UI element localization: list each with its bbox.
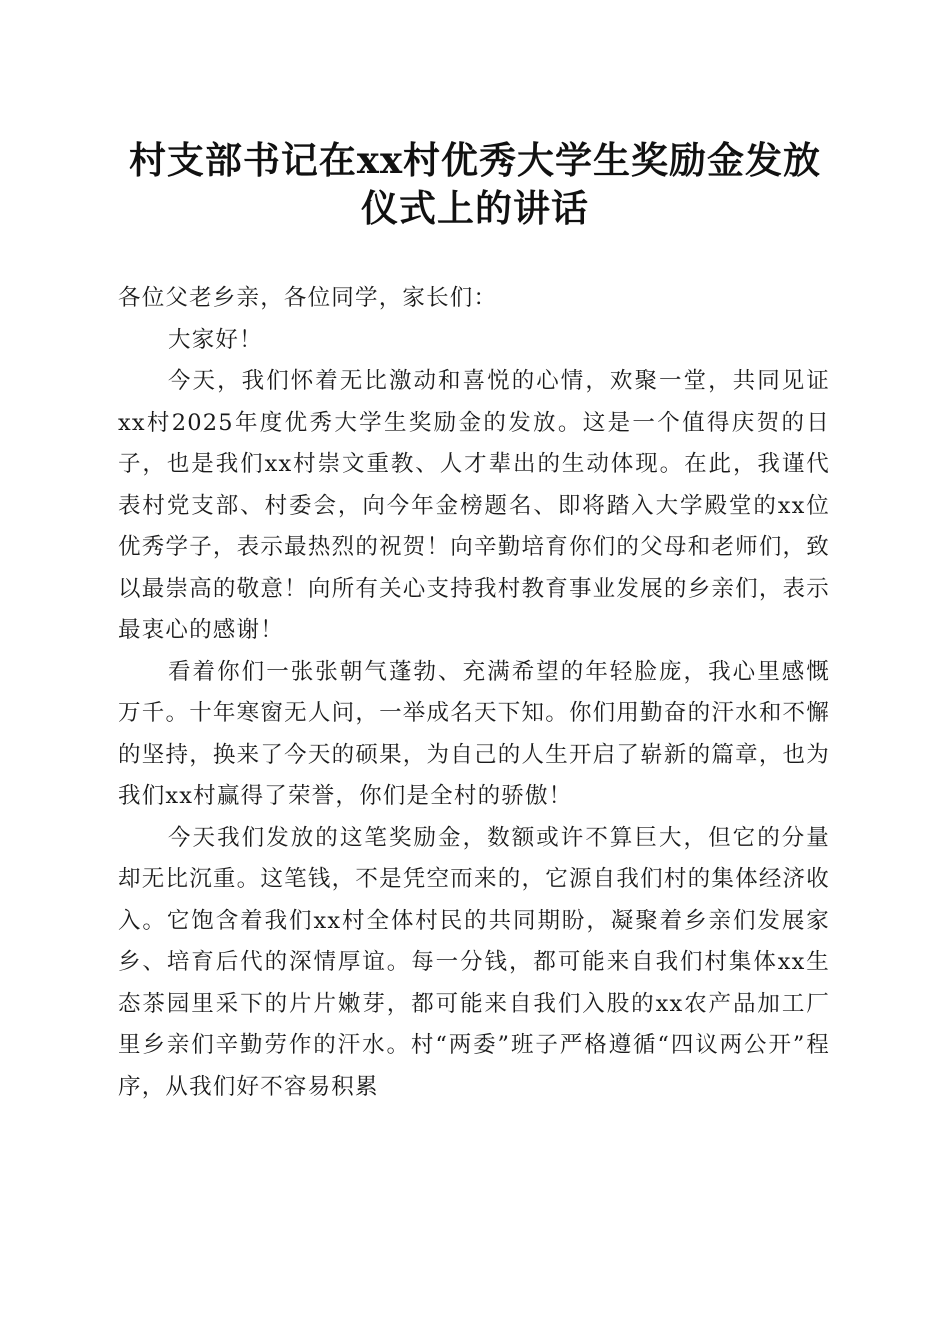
document-title: 村支部书记在xx村优秀大学生奖励金发放仪式上的讲话 — [128, 138, 822, 230]
body-paragraph: 看着你们一张张朝气蓬勃、充满希望的年轻脸庞，我心里感慨万千。十年寒窗无人问，一举成名天下知。你们用勤奋的汗水和不懈的坚持，换来了今天的硕果，为自己的人生开启了崭新的篇章，也为我们xx村赢得了荣誉，你们是全村的骄傲！ — [118, 658, 830, 809]
body-paragraph: 今天，我们怀着无比激动和喜悦的心情，欢聚一堂，共同见证xx村2025年度优秀大学生奖励金的发放。这是一个值得庆贺的日子，也是我们xx村崇文重教、人才辈出的生动体现。在此，我谨代表村党支部、村委会，向今年金榜题名、即将踏入大学殿堂的xx位优秀学子，表示最热烈的祝贺！向辛勤培育你们的父母和老师们，致以最崇高的敬意！向所有关心支持我村教育事业发展的乡亲们，表示最衷心的感谢！ — [118, 368, 830, 643]
greeting-paragraph: 大家好！ — [168, 326, 263, 353]
speech-body — [118, 278, 830, 1108]
body-paragraph: 今天我们发放的这笔奖励金，数额或许不算巨大，但它的分量却无比沉重。这笔钱，不是凭空而来的，它源自我们村的集体经济收入。它饱含着我们xx村全体村民的共同期盼，凝聚着乡亲们发展家乡、培育后代的深情厚谊。每一分钱，都可能来自我们村集体xx生态茶园里采下的片片嫩芽，都可能来自我们入股的xx农产品加工厂里乡亲们辛勤劳作的汗水。村“两委”班子严格遵循“四议两公开”程序，从我们好不容易积累 — [118, 824, 830, 1100]
salutation: 各位父老乡亲，各位同学，家长们： — [118, 285, 498, 311]
